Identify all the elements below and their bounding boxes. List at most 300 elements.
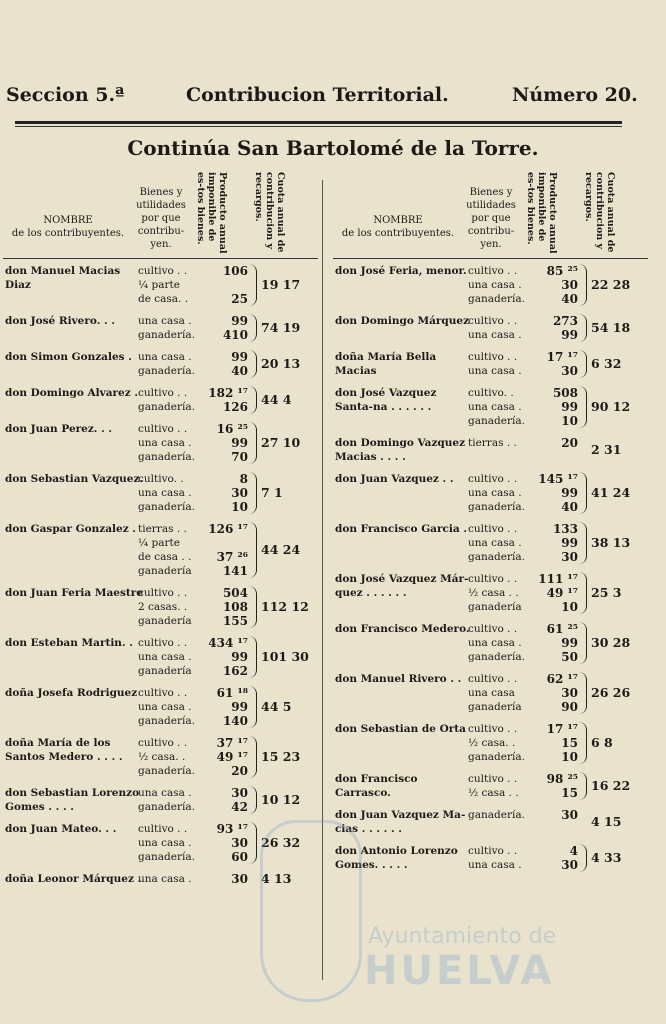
property-list [468, 264, 578, 306]
property-list [468, 808, 578, 836]
contributor-entry [333, 808, 648, 836]
property-item [138, 836, 248, 850]
contributor-entry [3, 636, 318, 678]
property-item [468, 600, 578, 614]
left-column [3, 168, 318, 988]
property-label: cultivo . . [468, 723, 518, 735]
contributor-name: don Domingo Márquez [335, 315, 470, 327]
contributor-name: don Esteban Martin. . [5, 637, 133, 649]
property-label: cultivo . . [468, 623, 518, 635]
brace-mark [248, 264, 257, 306]
watermark-line2: HUELVA [364, 948, 555, 994]
contributor-entry [3, 472, 318, 514]
cuota-value: 90 12 [591, 399, 631, 414]
brace-mark [248, 636, 257, 678]
product-value: 30 [231, 836, 248, 850]
property-list [468, 314, 578, 342]
contributor-name: don Sebastian Vazquez. [5, 473, 144, 485]
property-item [138, 750, 248, 764]
property-item [468, 400, 578, 414]
cuota-header: Cuota anual de contribucion y recargos. [253, 172, 286, 253]
property-list [468, 622, 578, 664]
contributor-name: don Juan Feria Maestre [5, 587, 143, 599]
property-item [138, 292, 248, 306]
nombre-sub-label: de los contribuyentes. [341, 228, 455, 239]
product-value: 434 ¹⁷ [208, 636, 248, 650]
property-list [138, 314, 248, 342]
contributor-entry [333, 572, 648, 614]
brace-mark [578, 722, 587, 764]
product-value: 4 [569, 844, 578, 858]
property-label: una casa . [138, 837, 192, 849]
producto-header: Producto anual imponible de es-tos bienes. [525, 172, 558, 254]
contributor-entry [3, 872, 318, 886]
brace-mark [248, 314, 257, 342]
product-value: 70 [231, 450, 248, 464]
cuota-value: 44 4 [261, 392, 292, 407]
contributor-name: don Simon Gonzales . [5, 351, 132, 363]
brace-mark [578, 772, 587, 800]
product-value: 90 [561, 700, 578, 714]
property-label: ganadería. [138, 715, 195, 727]
nombre-label: NOMBRE [43, 215, 93, 226]
contributor-entry [333, 622, 648, 664]
property-item [138, 736, 248, 750]
property-item [138, 700, 248, 714]
property-item [138, 714, 248, 728]
product-value: 162 [222, 664, 248, 678]
property-label: una casa . [468, 859, 522, 871]
property-item [138, 422, 248, 436]
cuota-value: 4 13 [261, 871, 292, 886]
brace-mark [248, 786, 257, 814]
contributor-name: doña Leonor Márquez . [5, 873, 142, 885]
property-label: cultivo . . [138, 637, 188, 649]
product-value: 49 ¹⁷ [546, 586, 578, 600]
property-item [468, 436, 578, 450]
property-item [468, 328, 578, 342]
contributor-entry [333, 844, 648, 872]
property-label: cultivo . . [468, 773, 518, 785]
product-value: 504 [222, 586, 248, 600]
bienes-header: Bienes y utilidades por que contribu-yen. [466, 187, 516, 250]
property-label: cultivo . . [468, 523, 518, 535]
product-value: 30 [561, 278, 578, 292]
property-label: una casa . [138, 351, 192, 363]
property-list [138, 686, 248, 728]
property-item [468, 636, 578, 650]
property-label: ganadería. [468, 751, 525, 763]
cuota-value: 4 15 [591, 814, 622, 829]
product-value: 20 [561, 436, 578, 450]
property-item [468, 786, 578, 800]
property-item [468, 550, 578, 564]
brace-mark [248, 822, 257, 864]
property-label: ganadería. [138, 765, 195, 777]
property-item [138, 500, 248, 514]
product-value: 410 [222, 328, 248, 342]
property-item [138, 450, 248, 464]
product-value: 10 [561, 414, 578, 428]
brace-mark [578, 472, 587, 514]
property-item [468, 808, 578, 822]
contributor-entry [333, 314, 648, 342]
cuota-value: 27 10 [261, 435, 301, 450]
property-label: una casa . [138, 873, 192, 885]
left-column-header [3, 168, 318, 260]
property-item [138, 278, 248, 292]
product-value: 93 ¹⁷ [216, 822, 248, 836]
property-item [138, 800, 248, 814]
property-item [138, 600, 248, 614]
contributor-name: don José Vazquez Már-quez . . . . . . [335, 573, 469, 599]
property-label: una casa . [138, 701, 192, 713]
property-item [138, 586, 248, 600]
cuota-value: 41 24 [591, 485, 631, 500]
product-value: 140 [222, 714, 248, 728]
contributor-entry [333, 772, 648, 800]
product-value: 10 [231, 500, 248, 514]
property-label: ganadería. [138, 365, 195, 377]
property-label: 2 casas. . [138, 601, 188, 613]
cuota-value: 44 5 [261, 699, 292, 714]
property-item [468, 750, 578, 764]
property-list [468, 436, 578, 464]
cuota-value: 30 28 [591, 635, 631, 650]
contributor-name: don José Rivero. . . [5, 315, 115, 327]
property-item [468, 858, 578, 872]
brace-mark [248, 386, 257, 414]
property-list [468, 472, 578, 514]
contributor-entry [3, 522, 318, 578]
property-item [468, 500, 578, 514]
property-list [468, 522, 578, 564]
property-label: ganadería [138, 565, 192, 577]
property-label: una casa . [468, 279, 522, 291]
property-label: ganadería. [138, 329, 195, 341]
property-label: cultivo . . [468, 473, 518, 485]
contributor-entry [3, 350, 318, 378]
property-item [138, 872, 248, 886]
property-list [468, 672, 578, 714]
contributor-entry [333, 264, 648, 306]
property-item [138, 786, 248, 800]
property-item [468, 686, 578, 700]
property-item [468, 844, 578, 858]
property-list [138, 736, 248, 778]
column-header-rule [333, 258, 648, 259]
contributor-entry [333, 350, 648, 378]
property-item [138, 472, 248, 486]
contributor-entry [3, 386, 318, 414]
property-label: ½ casa . . [468, 787, 519, 799]
property-item [138, 400, 248, 414]
brace-mark [248, 586, 257, 628]
product-value: 99 [561, 328, 578, 342]
contributor-name: don José Feria, menor. [335, 265, 467, 277]
property-label: una casa . [138, 437, 192, 449]
contributor-entry [3, 786, 318, 814]
product-value: 62 ¹⁷ [546, 672, 578, 686]
property-item [138, 328, 248, 342]
product-value: 30 [561, 808, 578, 822]
cuota-value: 10 12 [261, 792, 301, 807]
nombre-header [3, 214, 133, 240]
contributor-name: don Juan Perez. . . [5, 423, 113, 435]
property-label: ganadería [468, 701, 522, 713]
brace-mark [248, 522, 257, 578]
product-value: 42 [231, 800, 248, 814]
product-value: 273 [552, 314, 578, 328]
product-value: 50 [561, 650, 578, 664]
page-title: Contribucion Territorial. [186, 84, 449, 106]
product-value: 17 ¹⁷ [546, 722, 578, 736]
product-value: 37 ²⁶ [216, 550, 248, 564]
cuota-value: 15 23 [261, 749, 301, 764]
brace-mark [248, 422, 257, 464]
contributor-name: don Domingo Alvarez . [5, 387, 139, 399]
contributor-name: don Antonio Lorenzo Gomes. . . . . [335, 845, 458, 871]
product-value: 15 [561, 736, 578, 750]
contributor-name: don Francisco Carrasco. [335, 773, 418, 799]
cuota-value: 6 32 [591, 356, 622, 371]
property-item [468, 264, 578, 278]
contributor-name: don Gaspar Gonzalez . [5, 523, 136, 535]
product-value: 99 [231, 650, 248, 664]
property-label: una casa . [468, 637, 522, 649]
property-item [468, 364, 578, 378]
property-list [468, 386, 578, 428]
property-item [468, 722, 578, 736]
subtitle: Continúa San Bartolomé de la Torre. [127, 136, 539, 160]
contributor-entry [333, 722, 648, 764]
property-list [138, 786, 248, 814]
cuota-header: Cuota anual de contribucion y recargos. [583, 172, 616, 253]
property-label: ganadería. [468, 293, 525, 305]
property-label: cultivo . . [138, 687, 188, 699]
product-value: 37 ¹⁷ [216, 736, 248, 750]
property-label: ganadería. [138, 801, 195, 813]
property-item [468, 586, 578, 600]
property-label: ¼ parte [138, 279, 180, 291]
product-value: 61 ²⁵ [546, 622, 578, 636]
brace-mark [248, 472, 257, 514]
property-item [468, 386, 578, 400]
property-item [468, 522, 578, 536]
contributor-name: don Juan Mateo. . . [5, 823, 117, 835]
property-label: una casa . [138, 487, 192, 499]
property-label: ganadería [468, 601, 522, 613]
brace-mark [248, 686, 257, 728]
left-entries [3, 264, 318, 894]
property-label: ½ casa . . [468, 587, 519, 599]
property-label: cultivo . . [138, 587, 188, 599]
property-item [468, 536, 578, 550]
brace-mark [578, 622, 587, 664]
cuota-value: 54 18 [591, 320, 631, 335]
property-label: una casa . [468, 487, 522, 499]
product-value: 8 [239, 472, 248, 486]
property-label: cultivo. . [138, 473, 184, 485]
property-item [138, 550, 248, 564]
property-label: una casa . [138, 787, 192, 799]
contributor-name: doña María de los Santos Medero . . . . [5, 737, 123, 763]
property-label: ganadería [138, 665, 192, 677]
contributor-entry [333, 672, 648, 714]
property-item [138, 822, 248, 836]
property-label: cultivo . . [138, 737, 188, 749]
contributor-entry [3, 822, 318, 864]
cuota-value: 22 28 [591, 277, 631, 292]
property-item [468, 650, 578, 664]
right-column [333, 168, 648, 988]
property-item [468, 622, 578, 636]
product-value: 108 [222, 600, 248, 614]
property-label: ganadería. [468, 415, 525, 427]
property-label: cultivo . . [468, 315, 518, 327]
product-value: 155 [222, 614, 248, 628]
property-list [138, 472, 248, 514]
property-item [468, 278, 578, 292]
contributor-name: don Francisco Medero. [335, 623, 470, 635]
cuota-value: 112 12 [261, 599, 309, 614]
property-label: cultivo . . [138, 265, 188, 277]
property-item [138, 264, 248, 278]
property-list [468, 350, 578, 378]
product-value: 30 [231, 786, 248, 800]
cuota-value: 19 17 [261, 277, 301, 292]
product-value: 141 [222, 564, 248, 578]
cuota-value: 6 8 [591, 735, 613, 750]
property-label: ½ casa. . [138, 751, 186, 763]
property-label: cultivo . . [468, 351, 518, 363]
contributor-entry [333, 436, 648, 464]
product-value: 99 [231, 436, 248, 450]
brace-mark [578, 350, 587, 378]
property-item [468, 572, 578, 586]
product-value: 60 [231, 850, 248, 864]
property-label: ganadería. [468, 501, 525, 513]
right-entries [333, 264, 648, 880]
property-label: una casa [468, 687, 515, 699]
property-label: ganadería. [138, 501, 195, 513]
spacer [468, 822, 578, 836]
section-label: Seccion 5.ª [6, 84, 125, 106]
product-value: 17 ¹⁷ [546, 350, 578, 364]
property-label: ganadería. [468, 651, 525, 663]
property-label: ganadería [138, 615, 192, 627]
cuota-value: 4 33 [591, 850, 622, 865]
product-value: 99 [231, 350, 248, 364]
contributor-name: don Sebastian de Orta [335, 723, 466, 735]
property-item [138, 764, 248, 778]
property-item [468, 772, 578, 786]
property-label: una casa . [138, 315, 192, 327]
brace-mark [248, 736, 257, 778]
property-list [468, 722, 578, 764]
contributor-name: don Francisco Garcia . [335, 523, 468, 535]
property-list [138, 422, 248, 464]
product-value: 99 [561, 536, 578, 550]
bienes-header: Bienes y utilidades por que contribu-yen. [136, 187, 186, 250]
product-value: 30 [561, 364, 578, 378]
property-label: cultivo. . [468, 387, 514, 399]
contributor-name: don Domingo Vazquez Macias . . . . [335, 437, 466, 463]
property-item [138, 486, 248, 500]
brace-mark [248, 350, 257, 378]
property-label: una casa . [138, 651, 192, 663]
cuota-value: 25 3 [591, 585, 622, 600]
property-item [138, 650, 248, 664]
contributor-entry [333, 472, 648, 514]
product-value: 40 [231, 364, 248, 378]
header-rule [15, 121, 622, 124]
property-list [468, 844, 578, 872]
property-list [138, 522, 248, 578]
property-label: una casa . [468, 401, 522, 413]
watermark-line1: Ayuntamiento de [368, 924, 557, 949]
property-item [138, 314, 248, 328]
column-header-rule [3, 258, 318, 259]
contributor-entry [3, 686, 318, 728]
nombre-label: NOMBRE [373, 215, 423, 226]
contributor-entry [3, 264, 318, 306]
property-list [138, 822, 248, 864]
cuota-value: 101 30 [261, 649, 309, 664]
property-label: ½ casa. . [468, 737, 516, 749]
product-value: 111 ¹⁷ [538, 572, 578, 586]
property-item [468, 672, 578, 686]
product-value: 30 [231, 486, 248, 500]
header-rule-thin [15, 126, 622, 127]
contributor-entry [333, 386, 648, 428]
cuota-value: 26 32 [261, 835, 301, 850]
product-value: 99 [231, 700, 248, 714]
product-value: 508 [552, 386, 578, 400]
page-number: Número 20. [512, 84, 638, 106]
right-column-header [333, 168, 648, 260]
product-value: 145 ¹⁷ [538, 472, 578, 486]
product-value: 182 ¹⁷ [208, 386, 248, 400]
property-label: cultivo . . [138, 423, 188, 435]
contributor-entry [3, 586, 318, 628]
property-label: cultivo . . [468, 265, 518, 277]
product-value: 40 [561, 292, 578, 306]
property-item [468, 700, 578, 714]
producto-header: Producto anual imponible de es-tos bienes. [195, 172, 228, 254]
cuota-value: 2 31 [591, 442, 622, 457]
property-list [138, 264, 248, 306]
property-item [138, 850, 248, 864]
contributor-entry [333, 522, 648, 564]
property-item [138, 436, 248, 450]
contributor-entry [3, 422, 318, 464]
property-label: ¼ parte [138, 537, 180, 549]
product-value: 126 ¹⁷ [208, 522, 248, 536]
property-label: ganadería. [468, 551, 525, 563]
contributor-name: don Sebastian Lorenzo Gomes . . . . [5, 787, 140, 813]
column-divider [322, 180, 323, 980]
product-value: 10 [561, 750, 578, 764]
property-label: cultivo . . [138, 823, 188, 835]
property-label: ganadería. [138, 851, 195, 863]
property-item [138, 614, 248, 628]
property-item [468, 314, 578, 328]
contributor-name: don José Vazquez Santa-na . . . . . . [335, 387, 437, 413]
brace-mark [578, 264, 587, 306]
brace-mark [578, 386, 587, 428]
contributor-name: don Manuel Rivero . . [335, 673, 462, 685]
